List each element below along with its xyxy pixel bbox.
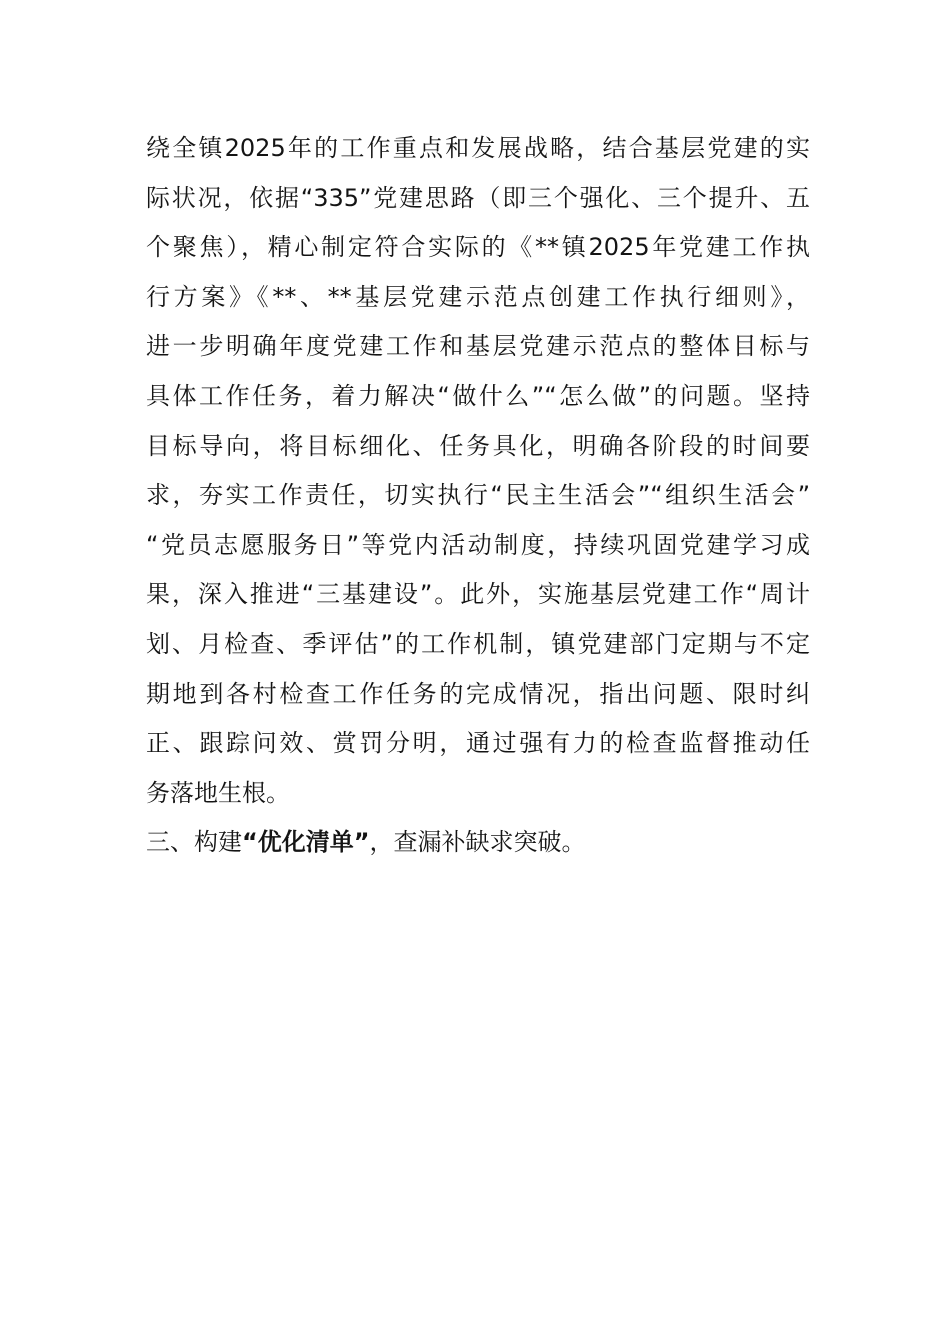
section-heading-suffix: ，查漏补缺求突破。 <box>369 828 586 857</box>
paragraph-line: 绕全镇2025年的工作重点和发展战略，结合基层党建的实 <box>146 134 810 162</box>
paragraph-line: 行方案》《**、**基层党建示范点创建工作执行细则》， <box>146 282 810 311</box>
section-heading-prefix: 三、构建 <box>146 828 242 857</box>
section-heading-bold: “优化清单” <box>242 828 370 857</box>
paragraph-line: 正、跟踪问效、赏罚分明，通过强有力的检查监督推动任 <box>146 729 810 758</box>
section-heading <box>146 818 810 868</box>
paragraph-line: 果，深入推进“三基建设”。此外，实施基层党建工作“周计 <box>146 580 810 609</box>
paragraph-line: 际状况，依据“335”党建思路（即三个强化、三个提升、五 <box>146 183 810 212</box>
paragraph-line: 求，夯实工作责任，切实执行“民主生活会”“组织生活会” <box>146 481 810 510</box>
paragraph-line: 个聚焦），精心制定符合实际的《**镇2025年党建工作执 <box>146 233 810 262</box>
paragraph-line: 具体工作任务，着力解决“做什么”“怎么做”的问题。坚持 <box>146 381 810 410</box>
body-text <box>146 124 810 868</box>
paragraph-line: 进一步明确年度党建工作和基层党建示范点的整体目标与 <box>146 332 810 361</box>
paragraph-line: “党员志愿服务日”等党内活动制度，持续巩固党建学习成 <box>146 530 810 559</box>
paragraph-line: 务落地生根。 <box>146 778 290 807</box>
paragraph-line: 划、月检查、季评估”的工作机制，镇党建部门定期与不定 <box>146 629 810 658</box>
paragraph-line: 目标导向，将目标细化、任务具化，明确各阶段的时间要 <box>146 431 810 460</box>
paragraph-line: 期地到各村检查工作任务的完成情况，指出问题、限时纠 <box>146 679 810 708</box>
